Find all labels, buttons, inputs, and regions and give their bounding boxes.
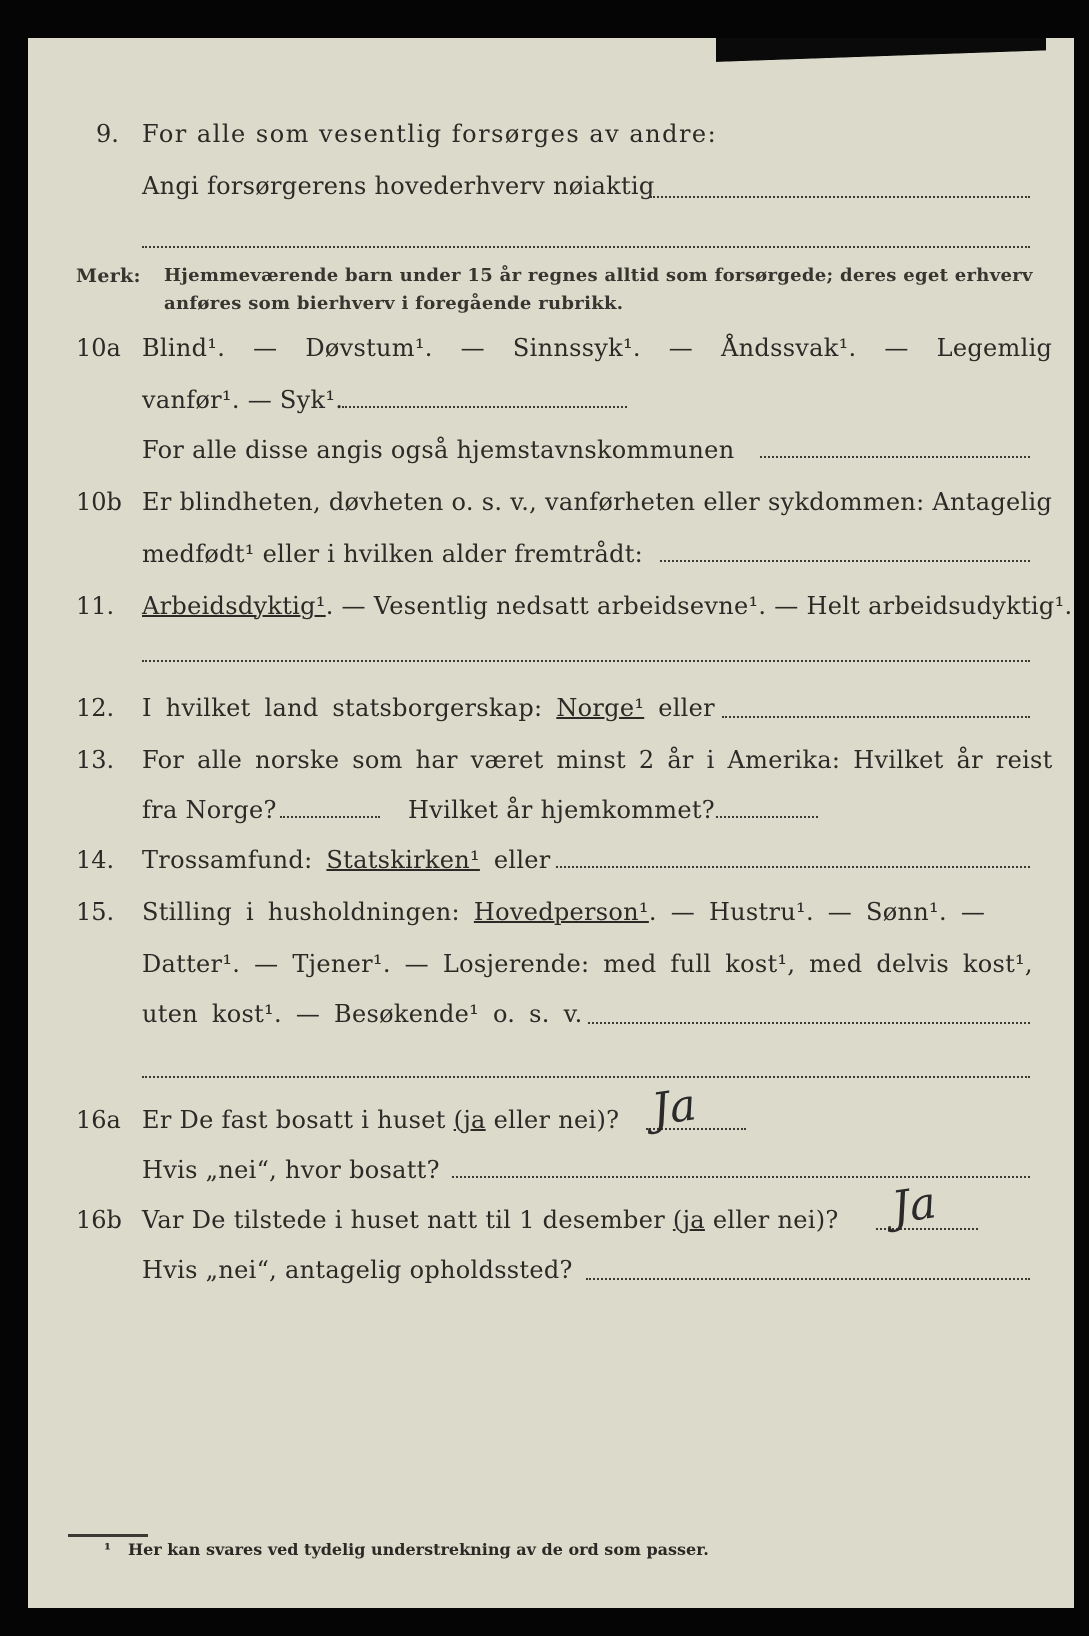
item-12-number: 12. <box>76 694 115 722</box>
item-16b-text <box>142 1206 839 1234</box>
item-13-left-label: fra Norge? <box>142 796 277 824</box>
item-16a-question-end: eller nei)? <box>485 1106 620 1134</box>
item-16b-handwritten-answer: Ja <box>888 1177 940 1234</box>
item-12-norway-option[interactable]: Norge¹ <box>556 694 645 722</box>
item-14-label: Trossamfund: <box>142 846 313 874</box>
item-15-number: 15. <box>76 898 115 926</box>
item-15-label: Stilling i husholdningen: <box>142 898 460 926</box>
item-11-answer-line[interactable] <box>142 660 1030 662</box>
item-15-answer-line-2[interactable] <box>142 1076 1030 1078</box>
item-9-text: For alle som vesentlig forsørges av andre: <box>142 120 718 148</box>
item-9-provider-label: Angi forsørgerens hovederhverv nøiaktig <box>142 172 655 200</box>
item-15-answer-line[interactable] <box>588 1022 1030 1024</box>
item-16b-yes-option[interactable]: (ja <box>672 1206 705 1234</box>
item-16a-text <box>142 1106 619 1134</box>
item-10a-home-answer-line[interactable] <box>760 456 1030 458</box>
item-13-text: For alle norske som har været minst 2 år i Amerika: Hvilket år reist <box>142 746 1053 774</box>
item-11-option-1[interactable]: Arbeidsdyktig¹ <box>142 592 326 620</box>
item-16a-yes-option[interactable]: (ja <box>453 1106 486 1134</box>
item-16a-number: 16a <box>76 1106 121 1134</box>
item-10a-text-3: For alle disse angis også hjemstavnskommunen <box>142 436 735 464</box>
item-10a-number: 10a <box>76 334 121 362</box>
item-10a-text: Blind¹. — Døvstum¹. — Sinnssyk¹. — Åndssvak¹. — Legemlig <box>142 334 1053 362</box>
item-12-text <box>142 694 715 722</box>
item-12-question: I hvilket land statsborgerskap: <box>142 694 543 722</box>
item-10b-text: Er blindheten, døvheten o. s. v., vanførheten eller sykdommen: Antagelig <box>142 488 1053 516</box>
item-12-answer-line[interactable] <box>722 716 1030 718</box>
item-14-answer-line[interactable] <box>556 866 1030 868</box>
item-15-text-3: uten kost¹. — Besøkende¹ o. s. v. <box>142 1000 583 1028</box>
item-15-head-option[interactable]: Hovedperson¹ <box>473 898 649 926</box>
item-10b-text-2: medfødt¹ eller i hvilken alder fremtrådt: <box>142 540 644 568</box>
item-16a-handwritten-answer: Ja <box>648 1079 700 1136</box>
item-13-number: 13. <box>76 746 115 774</box>
footnote-text: Her kan svares ved tydelig understrekning av de ord som passer. <box>128 1540 709 1559</box>
item-14-or: eller <box>493 846 551 874</box>
item-9-answer-line-2[interactable] <box>142 246 1030 248</box>
item-16b-question: Var De tilstede i huset natt til 1 desember <box>142 1206 673 1234</box>
item-16b-number: 16b <box>76 1206 122 1234</box>
item-16b-text-2: Hvis „nei“, antagelig opholdssted? <box>142 1256 573 1284</box>
item-11-rest: . — Vesentlig nedsatt arbeidsevne¹. — Helt arbeidsudyktig¹. <box>325 592 1073 620</box>
item-11-options <box>142 592 1072 620</box>
note-line-2: anføres som bierhverv i foregående rubrikk. <box>164 293 624 314</box>
footnote-rule <box>68 1534 148 1537</box>
item-9-answer-line[interactable] <box>650 196 1030 198</box>
item-13-year-returned-line[interactable] <box>716 816 818 818</box>
item-15-rest: . — Hustru¹. — Sønn¹. — <box>648 898 986 926</box>
item-16b-stay-line[interactable] <box>586 1278 1030 1280</box>
item-14-text <box>142 846 551 874</box>
item-10a-text-2: vanfør¹. — Syk¹. <box>142 386 344 414</box>
item-14-state-church-option[interactable]: Statskirken¹ <box>326 846 480 874</box>
item-16a-text-2: Hvis „nei“, hvor bosatt? <box>142 1156 440 1184</box>
item-16b-question-end: eller nei)? <box>704 1206 839 1234</box>
item-13-year-left-line[interactable] <box>280 816 380 818</box>
note-label: Merk: <box>76 265 141 287</box>
item-15-text <box>142 898 985 926</box>
item-12-or: eller <box>658 694 715 722</box>
note-line-1: Hjemmeværende barn under 15 år regnes alltid som forsørgede; deres eget erhverv <box>164 265 1033 286</box>
item-14-number: 14. <box>76 846 115 874</box>
item-15-text-2: Datter¹. — Tjener¹. — Losjerende: med full kost¹, med delvis kost¹, <box>142 950 1033 978</box>
footnote-mark: ¹ <box>104 1540 112 1559</box>
item-11-number: 11. <box>76 592 115 620</box>
item-16a-where-line[interactable] <box>452 1176 1030 1178</box>
item-10b-answer-line[interactable] <box>660 560 1030 562</box>
item-10b-number: 10b <box>76 488 122 516</box>
item-10a-answer-line[interactable] <box>342 406 627 408</box>
item-9-number: 9. <box>96 120 119 148</box>
item-13-returned-label: Hvilket år hjemkommet? <box>408 796 715 824</box>
item-16a-question: Er De fast bosatt i huset <box>142 1106 454 1134</box>
